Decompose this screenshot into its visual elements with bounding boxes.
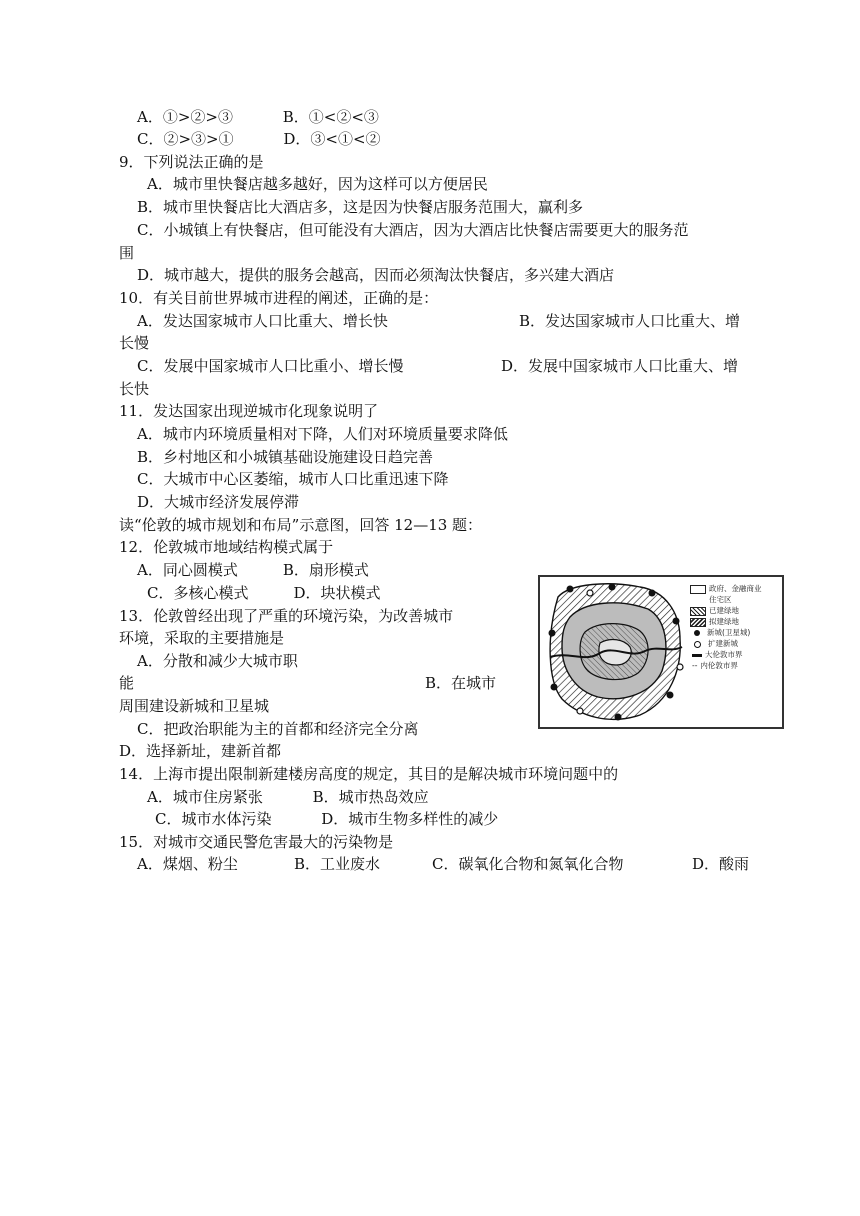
legend-item-planned-green: 拟建绿地 — [690, 616, 780, 627]
legend-item-expanded-town: 扩建新城 — [690, 638, 780, 649]
legend-item-new-town: 新城(卫星城) — [690, 627, 780, 638]
q10-option-d-cont: 长快 — [119, 380, 150, 398]
q10-option-a: A．发达国家城市人口比重大、增长快 — [137, 312, 388, 330]
options-row-2: C．②>③>① D．③<①<② — [137, 130, 381, 148]
legend-item-gov-cont: 住宅区 — [709, 595, 732, 604]
q11-option-a: A．城市内环境质量相对下降，人们对环境质量要求降低 — [137, 425, 508, 443]
question-13-cont: 环境，采取的主要措施是 — [119, 629, 285, 647]
q15-option-d: D．酸雨 — [692, 855, 750, 873]
q10-option-b-cont: 长慢 — [119, 334, 150, 352]
q12-options-cd: C．多核心模式 D．块状模式 — [147, 584, 381, 602]
q11-option-d: D．大城市经济发展停滞 — [137, 493, 300, 511]
options-row-1: A．①>②>③ B．①<②<③ — [137, 108, 379, 126]
legend-item-built-green: 已建绿地 — [690, 605, 780, 616]
legend-item-gov: 政府、金融商业 — [690, 583, 780, 594]
map-drawing — [540, 577, 690, 727]
q9-option-b: B．城市里快餐店比大酒店多，这是因为快餐店服务范围大，赢利多 — [137, 198, 584, 216]
london-planning-map — [538, 575, 784, 729]
q10-option-b: B．发达国家城市人口比重大、增 — [519, 312, 741, 330]
q15-option-a: A．煤烟、粉尘 — [137, 855, 238, 873]
question-12: 12．伦敦城市地域结构模式属于 — [119, 538, 334, 556]
q13-option-c: C．把政治职能为主的首都和经济完全分离 — [137, 720, 419, 738]
q9-option-a: A．城市里快餐店越多越好，因为这样可以方便居民 — [147, 175, 488, 193]
legend-item-inner-boundary: -- 内伦敦市界 — [692, 661, 738, 670]
q15-option-c: C．碳氧化合物和氮氧化合物 — [432, 855, 624, 873]
q13-option-b: B．在城市 — [425, 674, 497, 692]
q13-option-b-cont: 周围建设新城和卫星城 — [119, 697, 270, 715]
question-10: 10．有关目前世界城市进程的阐述，正确的是： — [119, 289, 439, 307]
question-13: 13．伦敦曾经出现了严重的环境污染，为改善城市 — [119, 607, 454, 625]
q13-option-a: A．分散和减少大城市职 — [137, 652, 298, 670]
reading-instruction: 读“伦敦的城市规划和布局”示意图，回答 12—13 题： — [119, 516, 483, 534]
question-9: 9．下列说法正确的是 — [119, 153, 264, 171]
question-11: 11．发达国家出现逆城市化现象说明了 — [119, 402, 379, 420]
q14-options-cd: C．城市水体污染 D．城市生物多样性的减少 — [155, 810, 499, 828]
q9-option-d: D．城市越大，提供的服务会越高，因而必须淘汰快餐店，多兴建大酒店 — [137, 266, 615, 284]
q10-option-d: D．发展中国家城市人口比重大、增 — [501, 357, 739, 375]
q9-option-c-cont: 围 — [119, 244, 135, 262]
map-legend — [690, 583, 780, 671]
q11-option-c: C．大城市中心区萎缩，城市人口比重迅速下降 — [137, 470, 449, 488]
q13-option-d: D．选择新址，建新首都 — [119, 742, 282, 760]
q10-option-c: C．发展中国家城市人口比重小、增长慢 — [137, 357, 404, 375]
q11-option-b: B．乡村地区和小城镇基础设施建设日趋完善 — [137, 448, 434, 466]
q15-option-b: B．工业废水 — [294, 855, 381, 873]
q12-options-ab: A．同心圆模式 B．扇形模式 — [137, 561, 369, 579]
q13-option-a-cont: 能 — [119, 674, 135, 692]
question-15: 15．对城市交通民警危害最大的污染物是 — [119, 833, 394, 851]
legend-item-greater-boundary: 大伦敦市界 — [690, 649, 780, 660]
question-14: 14．上海市提出限制新建楼房高度的规定，其目的是解决城市环境问题中的 — [119, 765, 619, 783]
q9-option-c: C．小城镇上有快餐店，但可能没有大酒店，因为大酒店比快餐店需要更大的服务范 — [137, 221, 689, 239]
q14-options-ab: A．城市住房紧张 B．城市热岛效应 — [147, 788, 429, 806]
